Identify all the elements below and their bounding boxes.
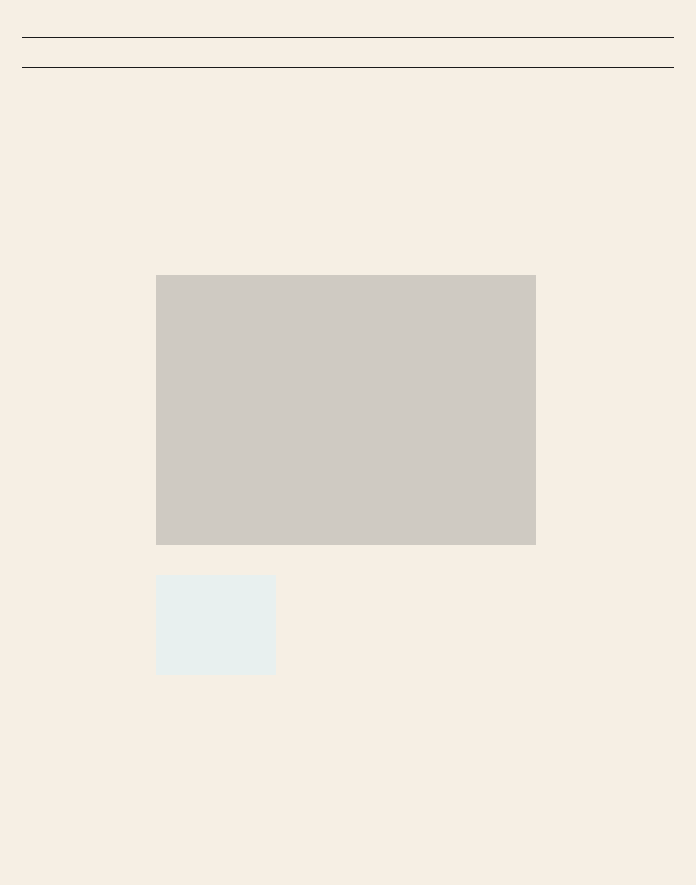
article-column-2 <box>286 575 410 865</box>
article-column-1 <box>22 312 146 862</box>
article-column-4 <box>550 275 674 865</box>
article-column-3 <box>418 575 542 865</box>
profile-box <box>156 575 276 675</box>
section-rule <box>22 67 674 68</box>
masthead <box>22 22 674 36</box>
portrait-photo <box>156 275 536 545</box>
top-rule <box>22 37 674 38</box>
